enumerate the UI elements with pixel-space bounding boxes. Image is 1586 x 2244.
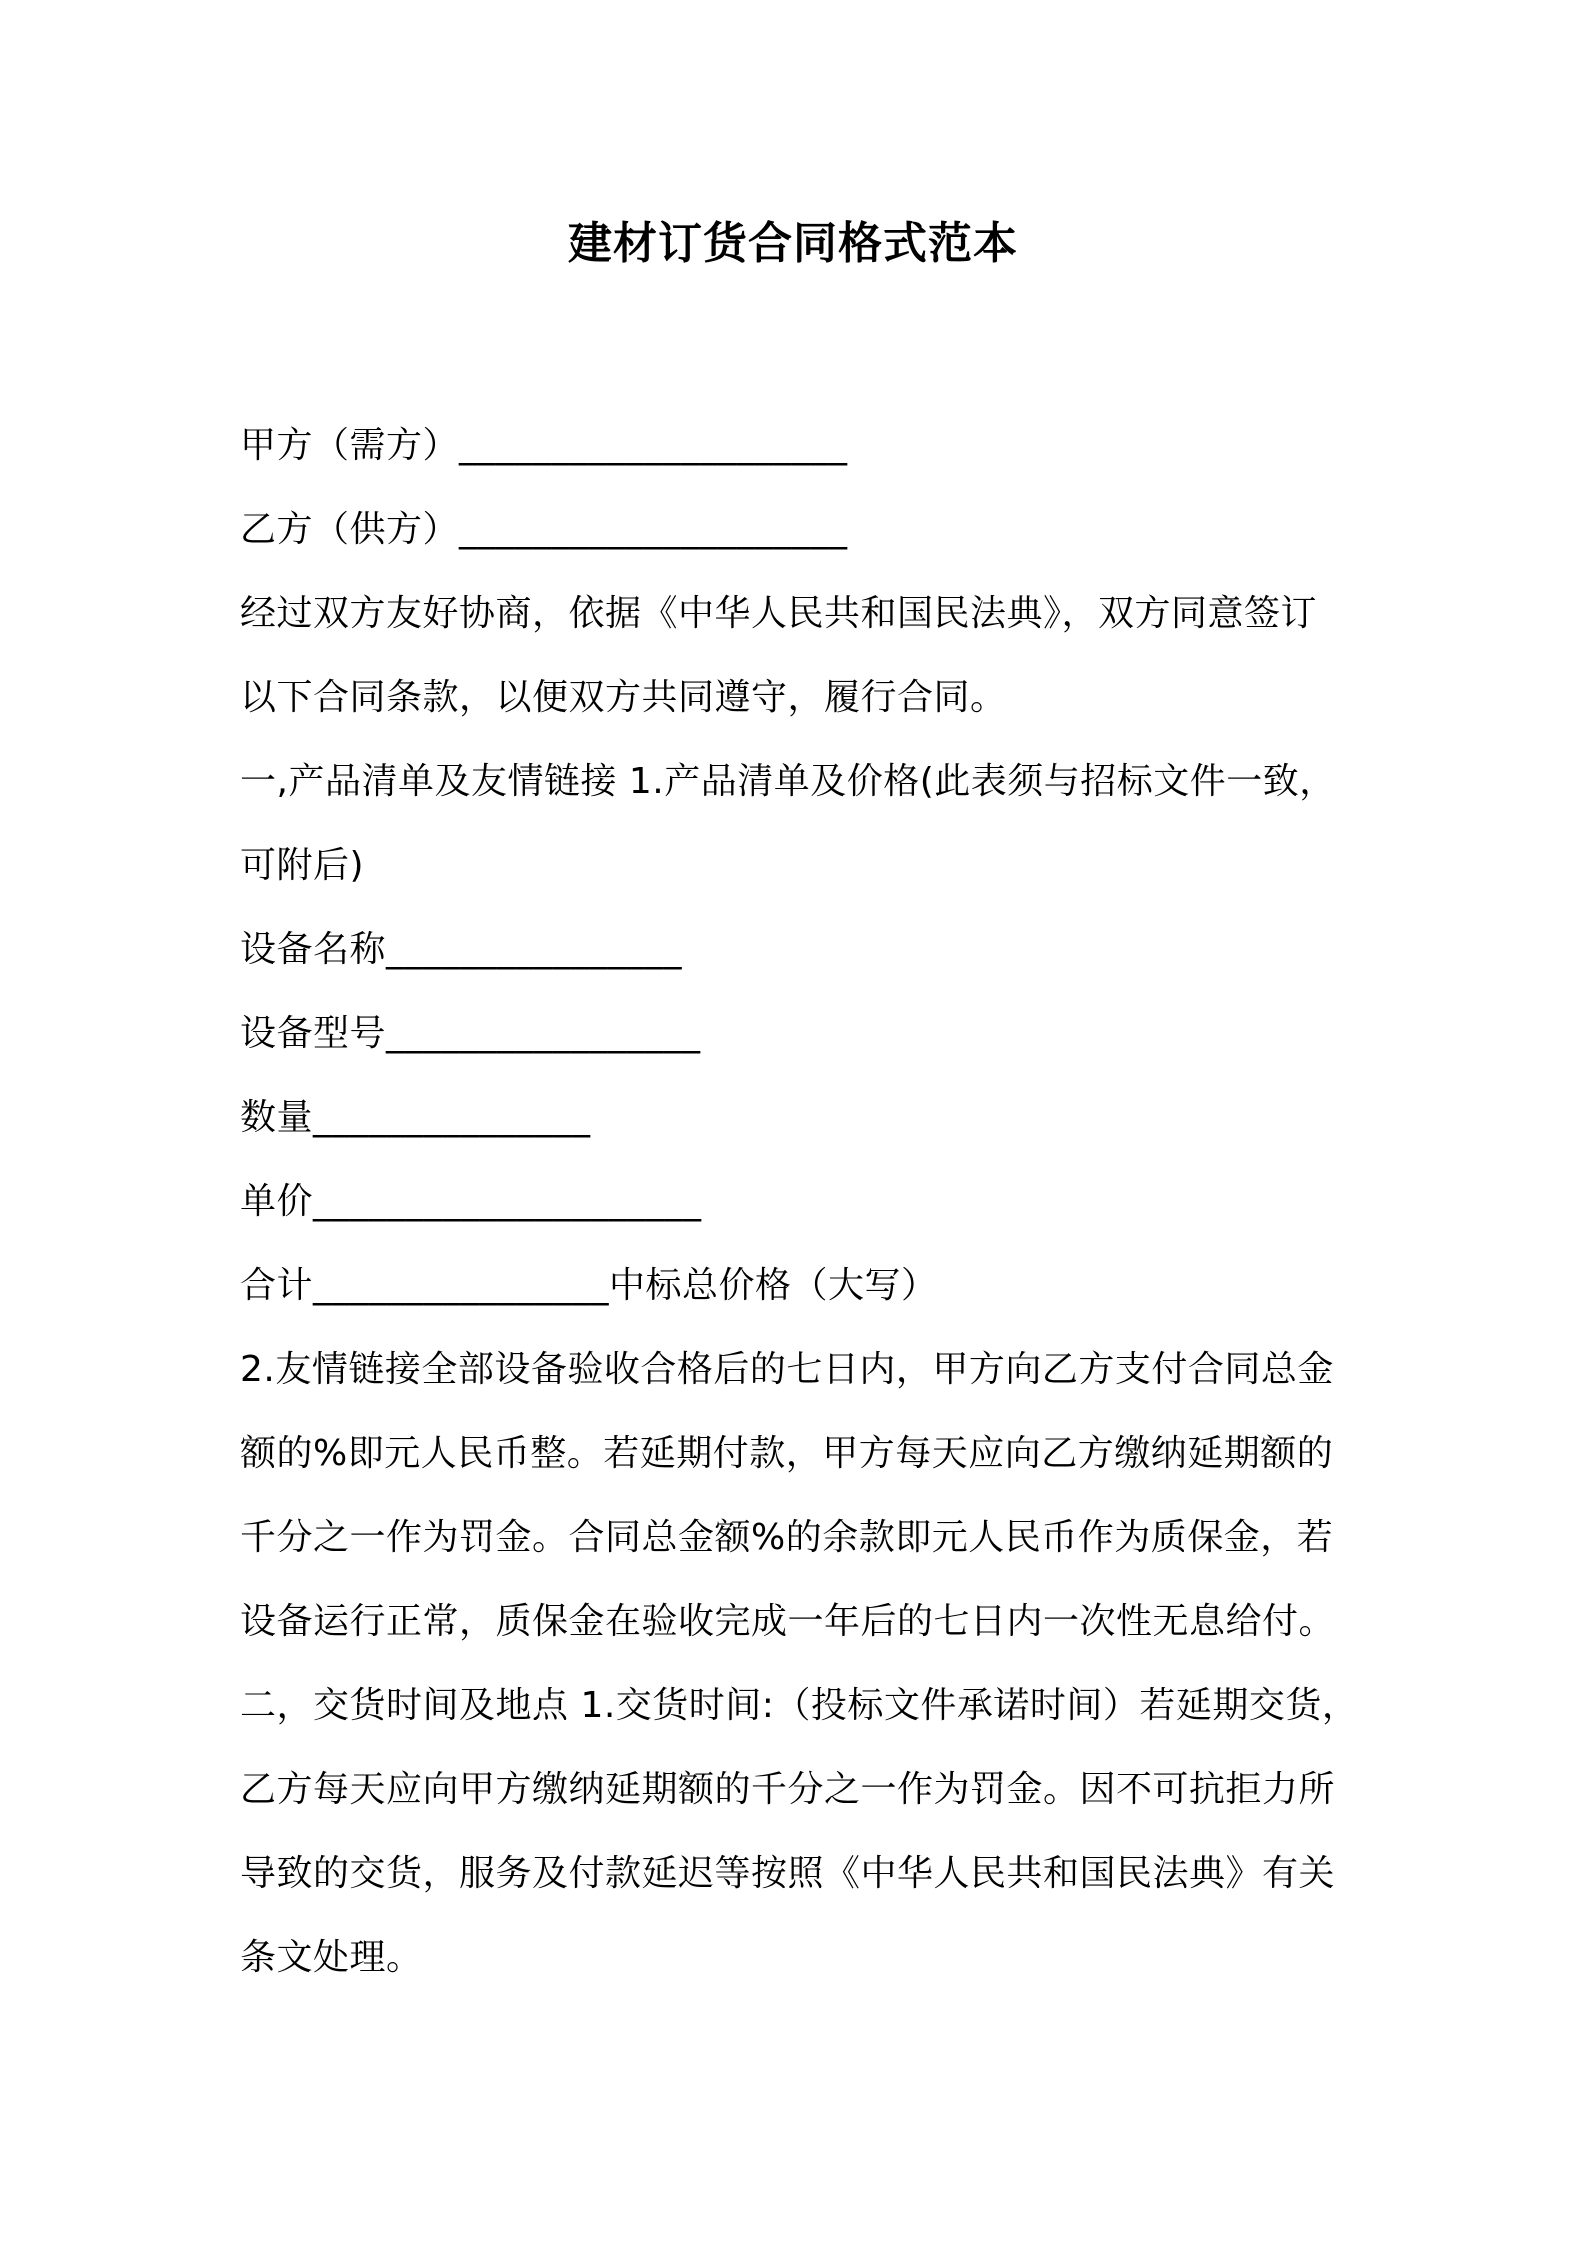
payment-clause-line-3: 千分之一作为罚金。合同总金额%的余款即元人民币作为质保金，若 (240, 1517, 1334, 1558)
total-field: 合计________________中标总价格（大写） (240, 1265, 938, 1306)
delivery-clause-line-1: 乙方每天应向甲方缴纳延期额的千分之一作为罚金。因不可抗拒力所 (240, 1769, 1336, 1810)
party-b-line: 乙方（供方）_____________________ (240, 509, 848, 550)
document-title: 建材订货合同格式范本 (568, 218, 1018, 269)
preamble-line-1: 经过双方友好协商，依据《中华人民共和国民法典》，双方同意签订 (240, 593, 1318, 634)
document-body (240, 404, 1360, 2000)
party-a-line: 甲方（需方）_____________________ (240, 425, 848, 466)
payment-clause-line-1: 2.友情链接全部设备验收合格后的七日内，甲方向乙方支付合同总金 (240, 1349, 1334, 1390)
section-2-heading: 二，交货时间及地点 1.交货时间:（投标文件承诺时间）若延期交货， (240, 1685, 1359, 1726)
quantity-field: 数量_______________ (240, 1097, 591, 1138)
delivery-clause-line-3: 条文处理。 (240, 1937, 423, 1978)
equipment-model-field: 设备型号_________________ (240, 1013, 701, 1054)
section-1-heading: 一,产品清单及友情链接 1.产品清单及价格(此表须与招标文件一致， (240, 761, 1336, 802)
payment-clause-line-4: 设备运行正常，质保金在验收完成一年后的七日内一次性无息给付。 (240, 1601, 1336, 1642)
preamble-line-2: 以下合同条款，以便双方共同遵守，履行合同。 (240, 677, 1007, 718)
delivery-clause-line-2: 导致的交货，服务及付款延迟等按照《中华人民共和国民法典》有关 (240, 1853, 1336, 1894)
payment-clause-line-2: 额的%即元人民币整。若延期付款，甲方每天应向乙方缴纳延期额的 (240, 1433, 1334, 1474)
section-1-heading-cont: 可附后) (240, 845, 365, 886)
equipment-name-field: 设备名称________________ (240, 929, 683, 970)
unit-price-field: 单价_____________________ (240, 1181, 702, 1222)
